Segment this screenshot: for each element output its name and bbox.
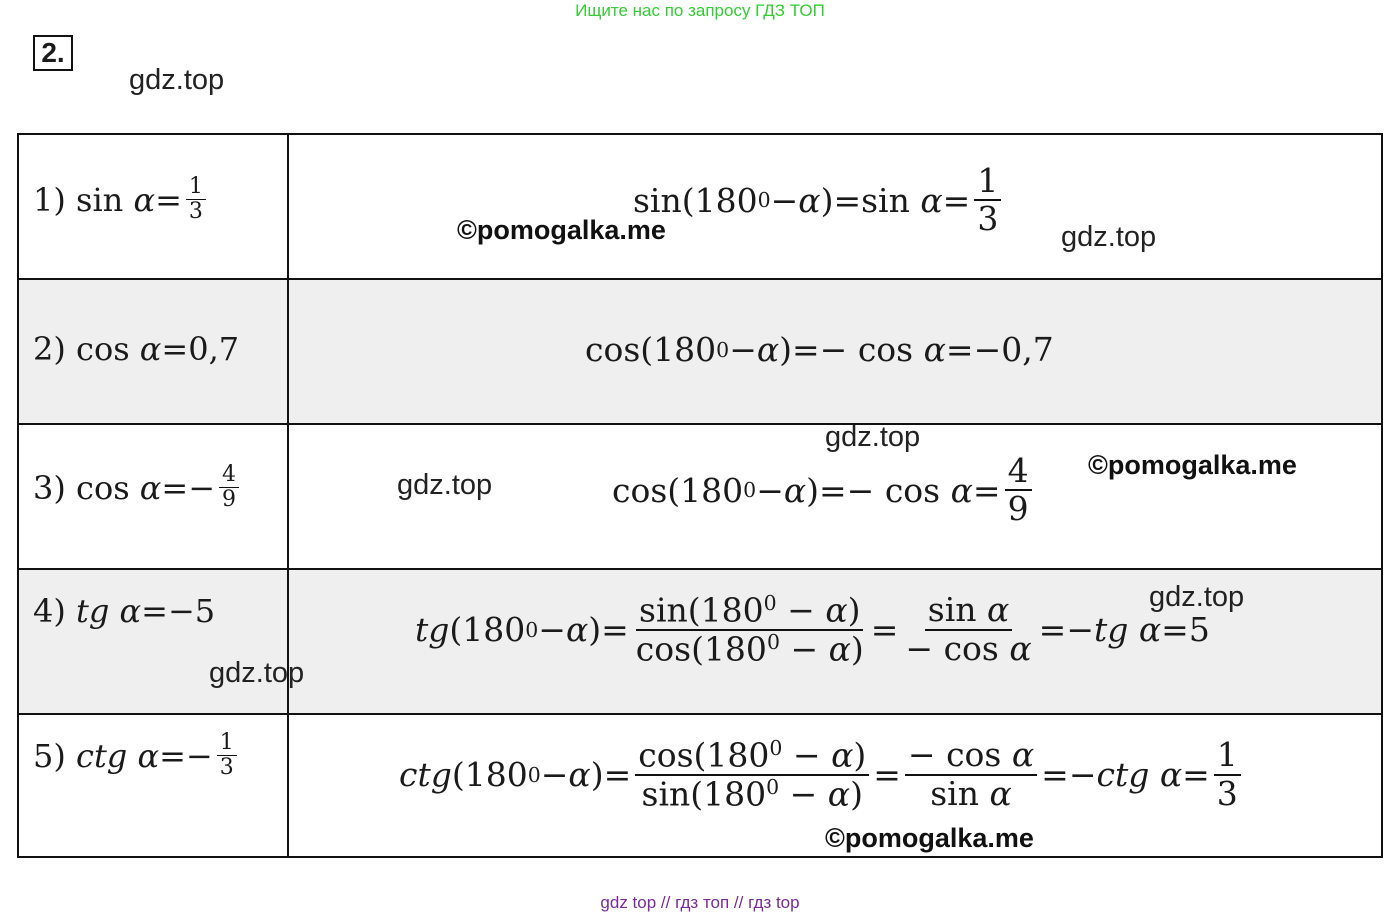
row-condition: 4) tg α = − 5 [33,592,216,630]
watermark-copyright: ©pomogalka.me [457,215,666,245]
solution-table [17,133,1383,858]
reduced-fraction: $\frac{\text{− cos α}}{\text{sin α}}$ [905,737,1037,812]
row-solution: ctg ( 180 0 − α ) = $\frac{\cos(180^0 - \alpha)}{\sin(180^0 - \alpha)}$ = $\frac{\text{− cos α}}{\text{sin α}}$ = − ctg α = $\frac{1}{3}$ [399,737,1245,812]
table-row [19,280,1381,425]
task-number: 2. [33,35,73,71]
row-condition: 5) ctg α = − $\frac{1}{3}$ [33,731,241,780]
watermark-copyright: ©pomogalka.me [1088,450,1297,480]
reduced-fraction: $\frac{\text{sin α}}{\text{− cos α}}$ [905,590,1032,668]
row-solution: cos ( 180 0 − α ) = − cos α = − 0,7 [585,330,1054,369]
row-solution: sin ( 180 0 − α ) = sin α = $\frac{1}{3}$ [633,163,1005,238]
footer-links: gdz top // гдз топ // гдз top [600,893,800,912]
watermark-site: gdz.top [825,421,921,453]
condition-fraction: $\frac{4}{9}$ [219,463,239,512]
row-solution: tg ( 180 0 − α ) = $\frac{\sin(180^0 - \alpha)}{\cos(180^0 - \alpha)}$ = $\frac{\text{sin α}}{\text{− cos α}}$ = − tg α = 5 [415,590,1210,668]
cos-over-sin-fraction: $\frac{\cos(180^0 - \alpha)}{\sin(180^0 - \alpha)}$ [635,737,869,812]
condition-fraction: $\frac{1}{3}$ [217,731,237,780]
condition-fraction: $\frac{1}{3}$ [186,175,206,224]
result-fraction: $\frac{4}{9}$ [1005,453,1032,528]
table-row [19,135,1381,280]
watermark-site: gdz.top [397,469,493,501]
result-fraction: $\frac{1}{3}$ [1214,737,1241,812]
result-fraction: $\frac{1}{3}$ [974,163,1001,238]
watermark-copyright: ©pomogalka.me [825,823,1034,853]
search-banner: Ищите нас по запросу ГДЗ ТОП [575,1,825,20]
sin-over-cos-fraction: $\frac{\sin(180^0 - \alpha)}{\cos(180^0 - \alpha)}$ [635,590,864,668]
watermark-site: gdz.top [1061,221,1157,253]
row-solution: cos ( 180 0 − α ) = − cos α = $\frac{4}{9}$ [612,453,1036,528]
watermark-site: gdz.top [209,657,305,689]
watermark-site: gdz.top [129,64,225,96]
row-condition: 1) sin α = $\frac{1}{3}$ [33,175,210,224]
watermark-site: gdz.top [1149,581,1245,613]
row-condition: 3) cos α = − $\frac{4}{9}$ [33,463,243,512]
column-divider [287,135,289,856]
table-row [19,425,1381,570]
row-condition: 2) cos α = 0,7 [33,330,240,368]
table-row [19,715,1381,860]
